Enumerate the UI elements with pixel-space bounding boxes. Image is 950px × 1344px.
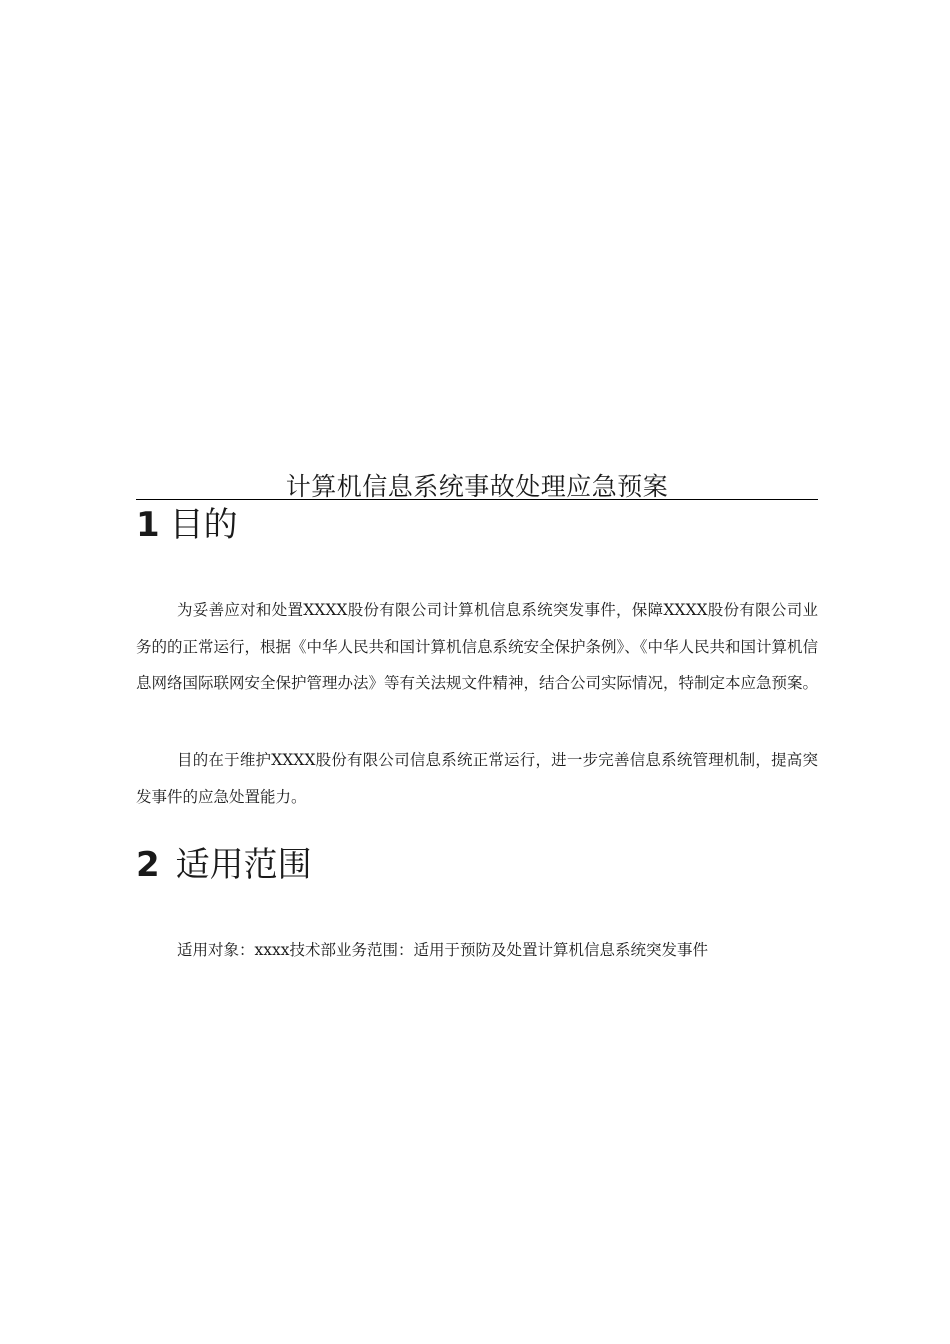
section-1-paragraph-2: 目的在于维护XXXX股份有限公司信息系统正常运行，进一步完善信息系统管理机制，提高突发事件的应急处置能力。 (136, 751, 818, 806)
section-1-paragraph-1: 为妥善应对和处置XXXX股份有限公司计算机信息系统突发事件，保障XXXX股份有限公司业务的的正常运行，根据《中华人民共和国计算机信息系统安全保护条例》、《中华人民共和国计算机信息网络国际联网安全保护管理办法》等有关法规文件精神，结合公司实际情况，特制定本应急预案。 (136, 601, 819, 692)
section-1-title: 目的 (169, 505, 238, 545)
document-title: 计算机信息系统事故处理应急预案 (285, 472, 669, 501)
section-2-heading (136, 843, 312, 887)
section-1-number: 1 (136, 505, 160, 545)
section-2-title: 适用范围 (175, 845, 312, 885)
title-divider (136, 499, 818, 500)
section-2-number: 2 (136, 845, 160, 885)
section-2-paragraph-1: 适用对象：xxxx技术部业务范围：适用于预防及处置计算机信息系统突发事件 (177, 941, 708, 959)
section-1-heading (136, 503, 238, 547)
